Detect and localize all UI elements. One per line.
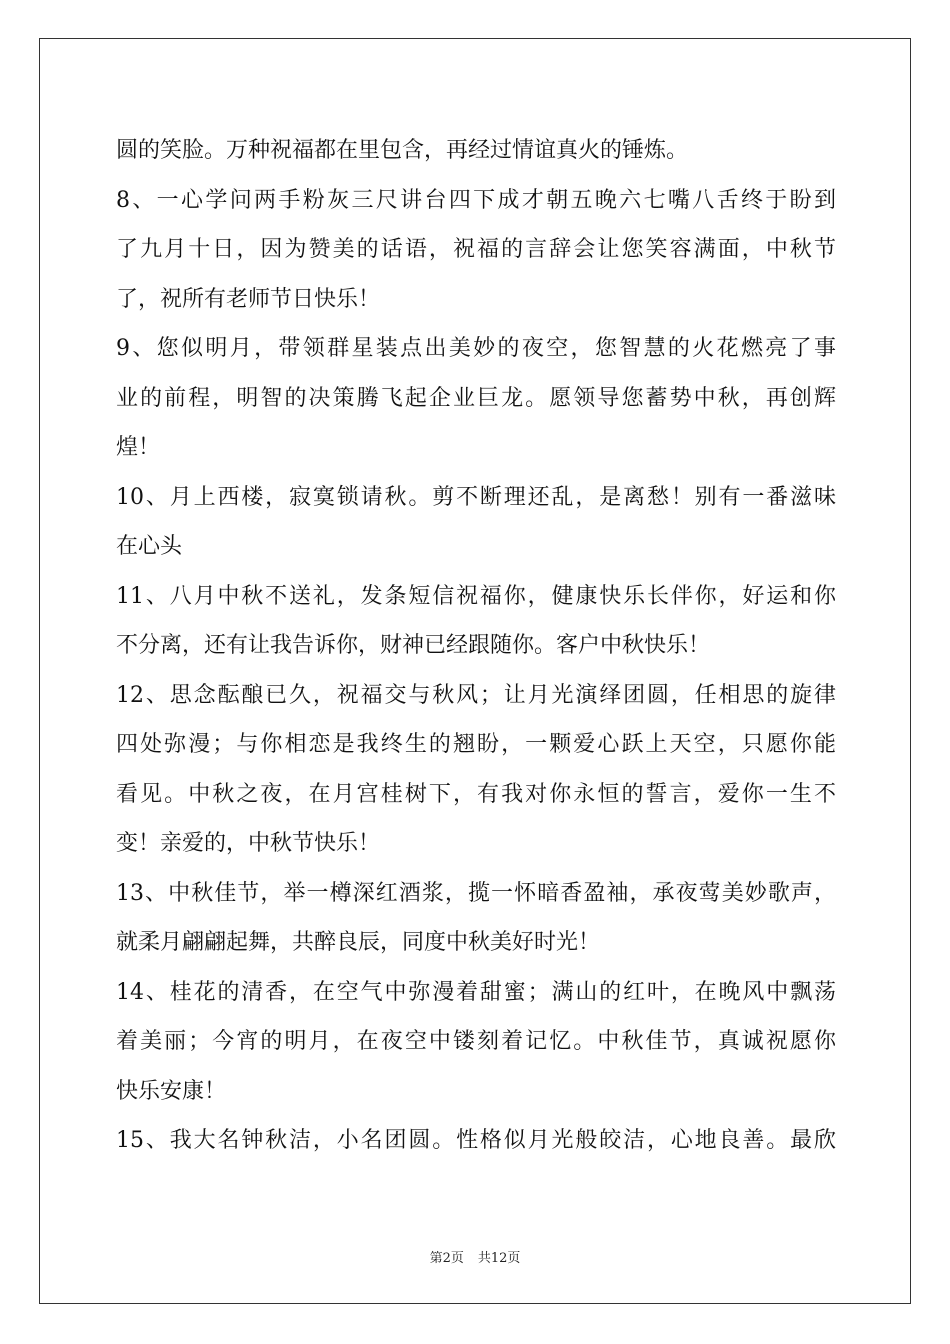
text-line: 10、月上西楼，寂寞锁请秋。剪不断理还乱，是离愁！别有一番滋味 bbox=[116, 484, 836, 510]
text-line: 8、一心学问两手粉灰三尺讲台四下成才朝五晚六七嘴八舌终于盼到 bbox=[116, 187, 836, 213]
text-line: 9、您似明月，带领群星装点出美妙的夜空，您智慧的火花燃亮了事 bbox=[116, 336, 836, 361]
text-line: 在心头 bbox=[116, 534, 183, 559]
text-line: 13、中秋佳节，举一樽深红酒浆，揽一怀暗香盈袖，承夜莺美妙歌声， bbox=[116, 880, 836, 906]
text-line: 不分离，还有让我告诉你，财神已经跟随你。客户中秋快乐！ bbox=[116, 633, 711, 658]
text-line: 14、桂花的清香，在空气中弥漫着甜蜜；满山的红叶，在晚风中飘荡 bbox=[116, 979, 836, 1005]
text-line: 变！亲爱的，中秋节快乐！ bbox=[116, 831, 381, 856]
document-body bbox=[116, 126, 836, 1166]
text-line: 快乐安康！ bbox=[116, 1078, 227, 1104]
text-line: 了九月十日，因为赞美的话语，祝福的言辞会让您笑容满面，中秋节 bbox=[116, 237, 836, 262]
text-line: 15、我大名钟秋洁，小名团圆。性格似月光般皎洁，心地良善。最欣 bbox=[116, 1128, 836, 1153]
text-line: 圆的笑脸。万种祝福都在里包含，再经过情谊真火的锤炼。 bbox=[116, 138, 689, 163]
text-line: 就柔月翩翩起舞，共醉良辰，同度中秋美好时光！ bbox=[116, 930, 601, 955]
text-line: 着美丽；今宵的明月，在夜空中镂刻着记忆。中秋佳节，真诚祝愿你 bbox=[116, 1029, 836, 1054]
page-total: 共12页 bbox=[477, 1251, 521, 1266]
text-line: 11、八月中秋不送礼，发条短信祝福你，健康快乐长伴你，好运和你 bbox=[116, 583, 836, 609]
text-line: 煌！ bbox=[116, 435, 161, 460]
text-line: 四处弥漫；与你相恋是我终生的翘盼，一颗爱心跃上天空，只愿你能 bbox=[116, 732, 836, 757]
text-line: 看见。中秋之夜，在月宫桂树下，有我对你永恒的誓言，爱你一生不 bbox=[116, 781, 836, 807]
text-line: 了，祝所有老师节日快乐！ bbox=[116, 286, 381, 312]
page-footer bbox=[0, 1247, 950, 1266]
text-line: 业的前程，明智的决策腾飞起企业巨龙。愿领导您蓄势中秋，再创辉 bbox=[116, 385, 836, 411]
text-line: 12、思念酝酿已久，祝福交与秋风；让月光演绎团圆，任相思的旋律 bbox=[116, 682, 836, 708]
page-number: 第2页 bbox=[429, 1251, 464, 1266]
